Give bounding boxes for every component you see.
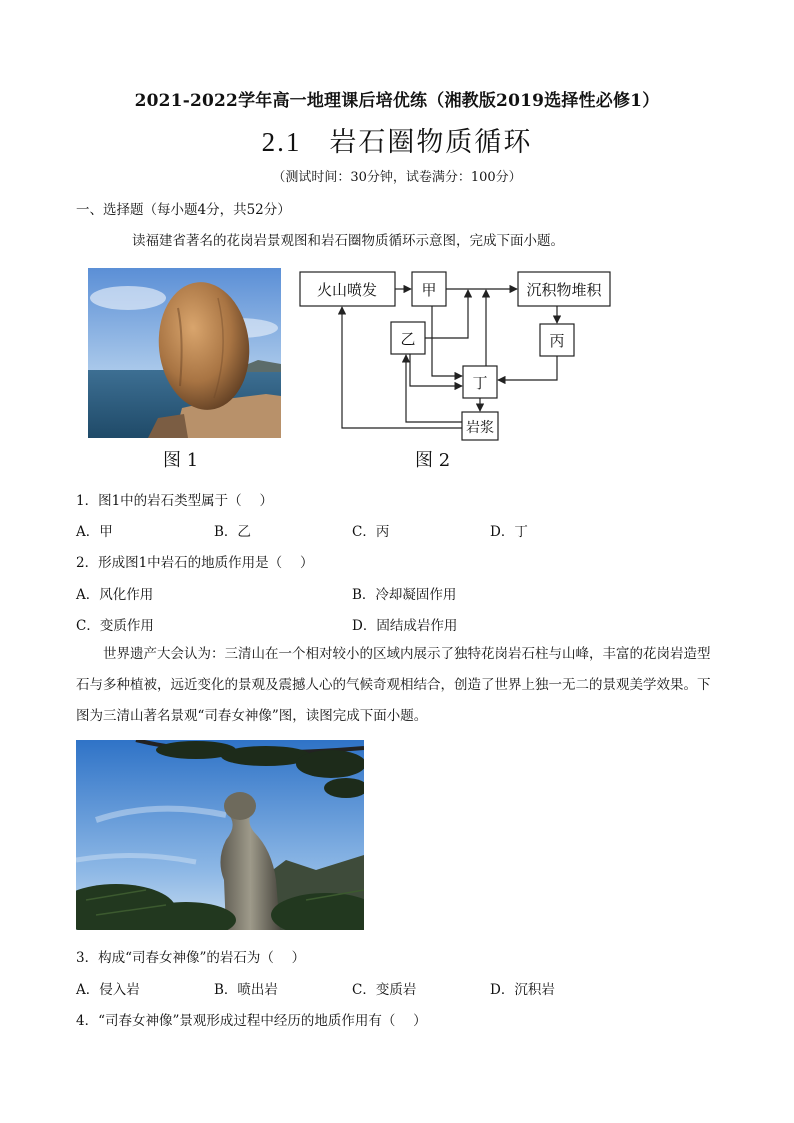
series-title: 2021-2022学年高一地理课后培优练（湘教版2019选择性必修1） [134,91,660,111]
label-yi: 乙 [400,330,416,348]
q1-option-c: C．丙 [352,524,390,540]
passage-text: 世界遗产大会认为：三清山在一个相对较小的区域内展示了独特花岗岩石柱与山峰，丰富的花岗岩造型石与多种植被，远近变化的景观及震撼人心的气候奇观相结合，创造了世界上独一无二的景观美学效果。下图为三清山著名景观“司春女神像”图，读图完成下面小题。 [76,646,711,724]
q2-option-a: A．风化作用 [76,587,154,603]
goddess-photo [76,740,364,930]
label-ding: 丁 [472,374,488,392]
q1-option-b: B．乙 [214,524,251,540]
intro-text: 读福建省著名的花岗岩景观图和岩石圈物质循环示意图，完成下面小题。 [132,233,564,249]
q2-option-b: B．冷却凝固作用 [352,587,457,603]
label-bing: 丙 [549,332,565,350]
label-jia: 甲 [421,281,437,299]
label-sediment: 沉积物堆积 [526,281,602,299]
figure2-label: 图 2 [415,450,451,471]
section-heading: 一、选择题（每小题4分，共52分） [76,202,291,218]
question-4-stem: 4．“司春女神像”景观形成过程中经历的地质作用有（ ） [76,1013,427,1029]
q3-option-c: C．变质岩 [352,982,417,998]
label-volcano: 火山喷发 [316,281,378,299]
question-3-stem: 3．构成“司春女神像”的岩石为（ ） [76,950,306,966]
q1-option-a: A．甲 [76,524,113,540]
figure1-photo [88,268,281,438]
goddess-rock-image [76,740,364,930]
test-meta: （测试时间：30分钟，试卷满分：100分） [272,170,522,185]
figure1-label: 图 1 [163,450,199,471]
q3-option-a: A．侵入岩 [76,982,140,998]
q2-option-c: C．变质作用 [76,618,154,634]
q2-option-d: D．固结成岩作用 [352,618,458,634]
granite-rock-image [88,268,281,438]
rock-cycle-diagram [290,262,620,444]
q1-option-d: D．丁 [490,524,528,540]
question-1-stem: 1．图1中的岩石类型属于（ ） [76,493,273,509]
q3-option-d: D．沉积岩 [490,982,555,998]
q3-option-b: B．喷出岩 [214,982,278,998]
section-title: 岩石圈物质循环 [329,127,533,158]
label-magma: 岩浆 [466,420,494,436]
question-2-stem: 2．形成图1中岩石的地质作用是（ ） [76,555,314,571]
page-title [0,120,794,159]
section-number: 2.1 [261,127,302,157]
